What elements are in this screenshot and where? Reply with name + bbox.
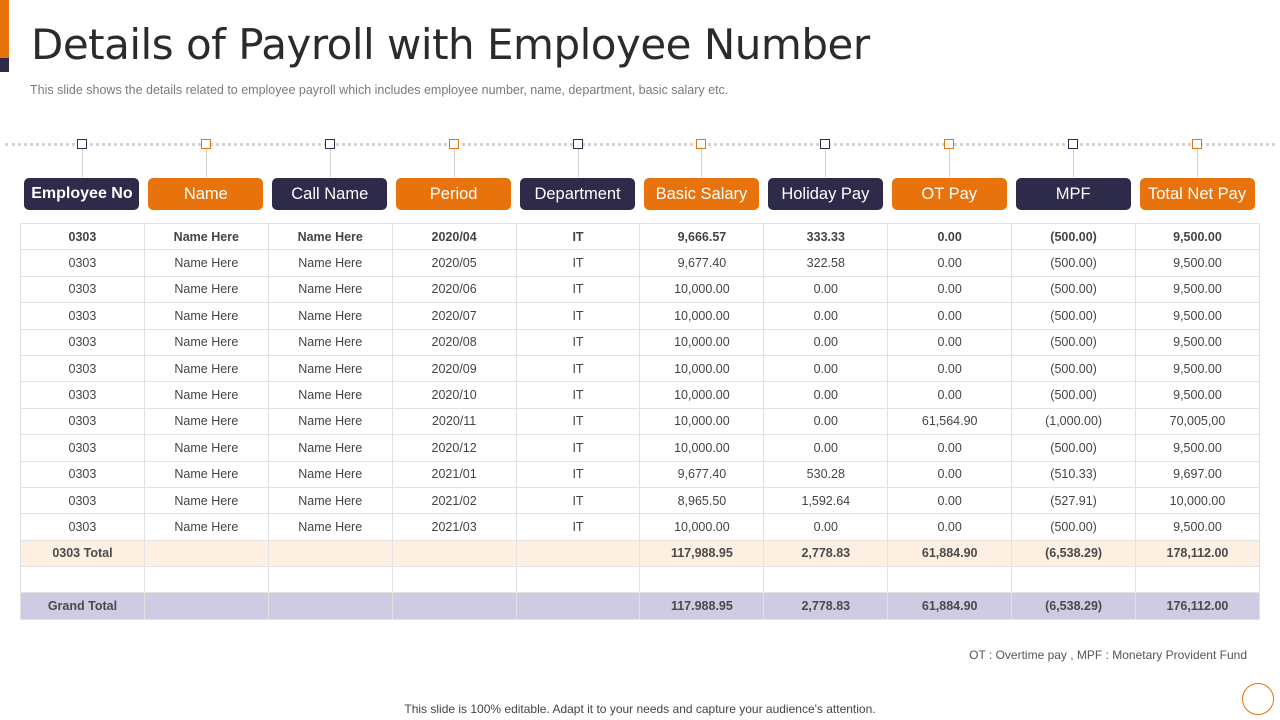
table-cell: 0303 xyxy=(21,329,145,355)
table-cell xyxy=(888,567,1012,593)
column-header-label: Employee No xyxy=(24,178,139,210)
table-cell: 2020/09 xyxy=(392,355,516,381)
table-cell xyxy=(144,567,268,593)
corner-circle-decoration xyxy=(1242,683,1274,715)
table-row xyxy=(21,435,1260,461)
table-cell: 10,000.00 xyxy=(640,408,764,434)
table-cell: Name Here xyxy=(144,408,268,434)
table-cell: 2020/07 xyxy=(392,303,516,329)
connector-line xyxy=(578,149,579,177)
table-cell: 117.988.95 xyxy=(640,593,764,619)
column-header-label: Basic Salary xyxy=(644,178,759,210)
table-cell: IT xyxy=(516,487,640,513)
table-cell: 0.00 xyxy=(764,408,888,434)
table-cell xyxy=(392,540,516,566)
payroll-table xyxy=(20,223,1260,620)
column-header xyxy=(520,139,635,211)
table-cell: 178,112.00 xyxy=(1136,540,1260,566)
table-cell: (500.00) xyxy=(1012,224,1136,250)
table-cell: 2020/12 xyxy=(392,435,516,461)
table-cell: (1,000.00) xyxy=(1012,408,1136,434)
table-cell: 9,500.00 xyxy=(1136,435,1260,461)
connector-line xyxy=(825,149,826,177)
table-cell: 10,000.00 xyxy=(640,355,764,381)
table-cell: 333.33 xyxy=(764,224,888,250)
abbreviation-footnote: OT : Overtime pay , MPF : Monetary Provident Fund xyxy=(969,648,1247,662)
table-row xyxy=(21,329,1260,355)
table-cell xyxy=(268,567,392,593)
table-cell: 2020/08 xyxy=(392,329,516,355)
table-cell: 0.00 xyxy=(888,303,1012,329)
table-cell: Name Here xyxy=(268,224,392,250)
table-cell: (500.00) xyxy=(1012,514,1136,540)
column-header xyxy=(396,139,511,211)
table-cell: 0.00 xyxy=(764,435,888,461)
table-cell: Name Here xyxy=(268,329,392,355)
table-cell: 0.00 xyxy=(764,514,888,540)
table-cell: 176,112.00 xyxy=(1136,593,1260,619)
table-cell: 0303 xyxy=(21,250,145,276)
table-cell: 0.00 xyxy=(888,382,1012,408)
table-cell: 530.28 xyxy=(764,461,888,487)
table-cell: (500.00) xyxy=(1012,329,1136,355)
table-cell: (6,538.29) xyxy=(1012,593,1136,619)
table-row xyxy=(21,303,1260,329)
table-cell: 10,000.00 xyxy=(640,276,764,302)
table-cell: 0.00 xyxy=(888,250,1012,276)
table-cell: 10,000.00 xyxy=(640,303,764,329)
connector-line xyxy=(949,149,950,177)
table-cell xyxy=(392,593,516,619)
table-cell: 9,500.00 xyxy=(1136,224,1260,250)
table-cell: 0.00 xyxy=(764,303,888,329)
table-cell xyxy=(764,567,888,593)
table-cell: 9,677.40 xyxy=(640,461,764,487)
table-row xyxy=(21,382,1260,408)
column-header-label: Total Net Pay xyxy=(1140,178,1255,210)
table-cell: 9,500.00 xyxy=(1136,276,1260,302)
table-row xyxy=(21,224,1260,250)
square-marker-icon xyxy=(201,139,211,149)
table-cell: 61,564.90 xyxy=(888,408,1012,434)
table-cell: Name Here xyxy=(268,461,392,487)
table-cell: 0303 xyxy=(21,461,145,487)
table-cell: 0.00 xyxy=(764,355,888,381)
table-cell: 9,500.00 xyxy=(1136,303,1260,329)
table-cell: IT xyxy=(516,303,640,329)
connector-line xyxy=(82,149,83,177)
page-subtitle: This slide shows the details related to employee payroll which includes employee number, name, department, basic salary etc. xyxy=(30,83,729,97)
table-cell: 61,884.90 xyxy=(888,593,1012,619)
table-row xyxy=(21,355,1260,381)
table-cell: 10,000.00 xyxy=(1136,487,1260,513)
table-cell: (500.00) xyxy=(1012,250,1136,276)
table-row xyxy=(21,408,1260,434)
table-cell: IT xyxy=(516,435,640,461)
table-cell: 0303 xyxy=(21,435,145,461)
table-cell: 2020/04 xyxy=(392,224,516,250)
page-title: Details of Payroll with Employee Number xyxy=(31,20,870,69)
table-cell: 0303 xyxy=(21,355,145,381)
table-cell: IT xyxy=(516,408,640,434)
table-cell: 0303 xyxy=(21,487,145,513)
table-cell: Grand Total xyxy=(21,593,145,619)
table-cell: IT xyxy=(516,329,640,355)
table-cell: IT xyxy=(516,514,640,540)
connector-line xyxy=(1073,149,1074,177)
table-cell: 2020/06 xyxy=(392,276,516,302)
table-cell: 9,500.00 xyxy=(1136,250,1260,276)
table-cell xyxy=(268,540,392,566)
table-cell: 0.00 xyxy=(764,276,888,302)
column-header-label: OT Pay xyxy=(892,178,1007,210)
table-cell xyxy=(516,593,640,619)
table-cell: IT xyxy=(516,461,640,487)
column-header xyxy=(272,139,387,211)
column-header-label: Period xyxy=(396,178,511,210)
table-cell: Name Here xyxy=(144,303,268,329)
table-cell: (500.00) xyxy=(1012,276,1136,302)
table-cell: 117,988.95 xyxy=(640,540,764,566)
table-cell: 2021/02 xyxy=(392,487,516,513)
table-cell: 9,500.00 xyxy=(1136,382,1260,408)
column-header xyxy=(148,139,263,211)
table-cell: 10,000.00 xyxy=(640,329,764,355)
table-cell: 9,677.40 xyxy=(640,250,764,276)
table-cell: Name Here xyxy=(144,461,268,487)
table-cell: 2,778.83 xyxy=(764,593,888,619)
column-header xyxy=(1140,139,1255,211)
table-cell: 0303 xyxy=(21,224,145,250)
table-cell: 0.00 xyxy=(888,435,1012,461)
column-header xyxy=(892,139,1007,211)
table-cell: 2020/10 xyxy=(392,382,516,408)
table-cell: 0.00 xyxy=(888,461,1012,487)
table-cell xyxy=(516,567,640,593)
table-cell: Name Here xyxy=(144,224,268,250)
table-cell: Name Here xyxy=(268,487,392,513)
table-cell: 0.00 xyxy=(888,224,1012,250)
table-cell: (510.33) xyxy=(1012,461,1136,487)
table-cell: 9,500.00 xyxy=(1136,514,1260,540)
column-header-label: Holiday Pay xyxy=(768,178,883,210)
table-cell: (6,538.29) xyxy=(1012,540,1136,566)
table-cell xyxy=(1012,567,1136,593)
table-cell: 0.00 xyxy=(888,329,1012,355)
table-cell: 0.00 xyxy=(764,329,888,355)
column-header-label: Name xyxy=(148,178,263,210)
accent-bar-navy xyxy=(0,58,9,72)
table-row xyxy=(21,487,1260,513)
connector-line xyxy=(206,149,207,177)
table-cell: 0.00 xyxy=(888,487,1012,513)
table-cell: 0303 xyxy=(21,408,145,434)
table-cell: 61,884.90 xyxy=(888,540,1012,566)
table-cell: 10,000.00 xyxy=(640,514,764,540)
table-cell: 0.00 xyxy=(888,355,1012,381)
table-cell: (527.91) xyxy=(1012,487,1136,513)
table-cell: Name Here xyxy=(144,435,268,461)
square-marker-icon xyxy=(449,139,459,149)
square-marker-icon xyxy=(573,139,583,149)
editable-note: This slide is 100% editable. Adapt it to your needs and capture your audience's attention. xyxy=(404,702,876,716)
table-cell: 10,000.00 xyxy=(640,435,764,461)
square-marker-icon xyxy=(1192,139,1202,149)
table-cell: Name Here xyxy=(144,250,268,276)
table-cell: 10,000.00 xyxy=(640,382,764,408)
table-cell: Name Here xyxy=(268,303,392,329)
table-cell: 0303 xyxy=(21,303,145,329)
table-cell: Name Here xyxy=(144,382,268,408)
table-cell: (500.00) xyxy=(1012,355,1136,381)
table-cell xyxy=(144,593,268,619)
table-cell: 9,500.00 xyxy=(1136,329,1260,355)
table-cell: IT xyxy=(516,276,640,302)
table-cell: Name Here xyxy=(268,408,392,434)
square-marker-icon xyxy=(1068,139,1078,149)
square-marker-icon xyxy=(325,139,335,149)
square-marker-icon xyxy=(820,139,830,149)
table-cell: 9,697.00 xyxy=(1136,461,1260,487)
table-cell: IT xyxy=(516,250,640,276)
table-cell: Name Here xyxy=(144,514,268,540)
table-cell: (500.00) xyxy=(1012,303,1136,329)
table-cell: (500.00) xyxy=(1012,435,1136,461)
table-cell: Name Here xyxy=(268,250,392,276)
table-cell: 322.58 xyxy=(764,250,888,276)
table-cell: 8,965.50 xyxy=(640,487,764,513)
table-cell: Name Here xyxy=(144,276,268,302)
column-header xyxy=(1016,139,1131,211)
table-cell: Name Here xyxy=(144,329,268,355)
column-header-label: Department xyxy=(520,178,635,210)
table-cell: Name Here xyxy=(268,382,392,408)
table-cell: 2021/03 xyxy=(392,514,516,540)
table-cell: IT xyxy=(516,355,640,381)
column-header xyxy=(644,139,759,211)
table-cell: 2020/11 xyxy=(392,408,516,434)
table-cell: 0303 xyxy=(21,276,145,302)
table-cell: Name Here xyxy=(268,435,392,461)
table-row xyxy=(21,250,1260,276)
connector-line xyxy=(330,149,331,177)
table-cell xyxy=(392,567,516,593)
table-cell: 0303 xyxy=(21,514,145,540)
accent-bar-orange xyxy=(0,0,9,58)
table-cell: 0.00 xyxy=(888,514,1012,540)
table-cell: Name Here xyxy=(144,487,268,513)
table-cell: 0.00 xyxy=(764,382,888,408)
table-cell xyxy=(21,567,145,593)
column-header-label: Call Name xyxy=(272,178,387,210)
table-row xyxy=(21,461,1260,487)
table-cell: 2021/01 xyxy=(392,461,516,487)
table-cell: Name Here xyxy=(268,276,392,302)
connector-line xyxy=(1197,149,1198,177)
square-marker-icon xyxy=(944,139,954,149)
spacer-row xyxy=(21,567,1260,593)
connector-line xyxy=(454,149,455,177)
column-header xyxy=(24,139,139,211)
table-cell xyxy=(640,567,764,593)
table-cell: 1,592.64 xyxy=(764,487,888,513)
table-cell: Name Here xyxy=(268,355,392,381)
table-cell: Name Here xyxy=(268,514,392,540)
subtotal-row xyxy=(21,540,1260,566)
square-marker-icon xyxy=(77,139,87,149)
table-cell: IT xyxy=(516,382,640,408)
table-row xyxy=(21,514,1260,540)
square-marker-icon xyxy=(696,139,706,149)
table-cell: 0303 Total xyxy=(21,540,145,566)
connector-line xyxy=(701,149,702,177)
table-cell xyxy=(516,540,640,566)
table-cell: 9,666.57 xyxy=(640,224,764,250)
table-cell: IT xyxy=(516,224,640,250)
table-cell: 9,500.00 xyxy=(1136,355,1260,381)
table-cell xyxy=(144,540,268,566)
grand-total-row xyxy=(21,593,1260,619)
table-cell: 0303 xyxy=(21,382,145,408)
table-row xyxy=(21,276,1260,302)
table-cell: 2020/05 xyxy=(392,250,516,276)
table-cell xyxy=(268,593,392,619)
column-header-label: MPF xyxy=(1016,178,1131,210)
table-cell: 70,005,00 xyxy=(1136,408,1260,434)
table-cell: (500.00) xyxy=(1012,382,1136,408)
table-cell: Name Here xyxy=(144,355,268,381)
column-header xyxy=(768,139,883,211)
table-cell xyxy=(1136,567,1260,593)
table-cell: 0.00 xyxy=(888,276,1012,302)
table-cell: 2,778.83 xyxy=(764,540,888,566)
